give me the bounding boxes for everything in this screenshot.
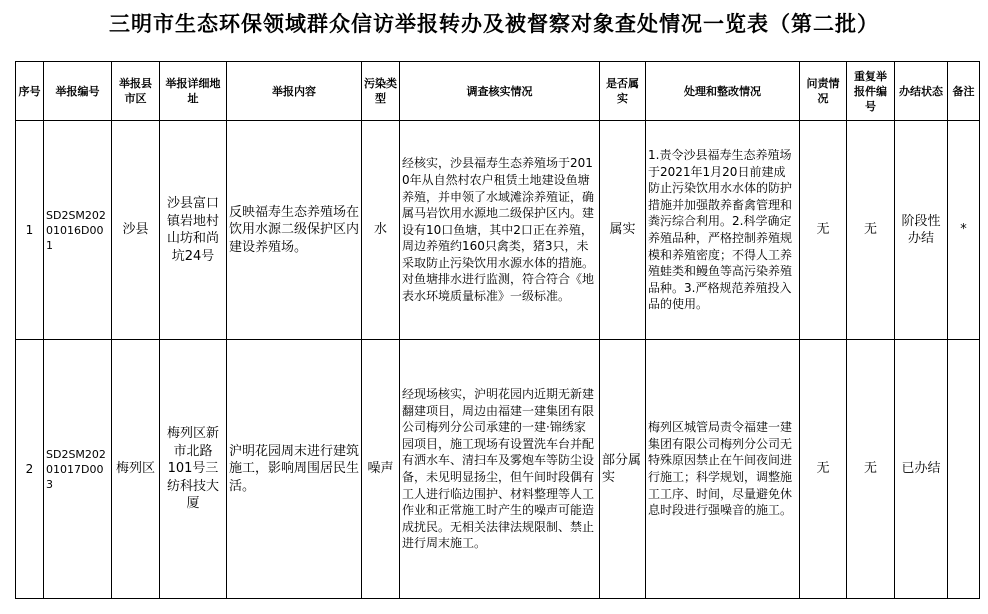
cell-status: 阶段性办结 <box>895 121 948 340</box>
cell-remark: * <box>948 121 980 340</box>
cell-report-no: SD2SM20201017D003 <box>44 340 112 599</box>
page-title: 三明市生态环保领域群众信访举报转办及被督察对象查处情况一览表（第二批） <box>109 11 879 36</box>
cell-accountability: 无 <box>800 121 847 340</box>
header-pollution: 污染类型 <box>362 62 400 121</box>
header-county: 举报县市区 <box>112 62 160 121</box>
header-verified: 是否属实 <box>600 62 646 121</box>
cell-report-no: SD2SM20201016D001 <box>44 121 112 340</box>
cell-investigation: 经现场核实，沪明花园内近期无新建翻建项目，周边由福建一建集团有限公司梅列分公司承建的一建·锦绣家园项目，施工现场有设置洗车台并配有洒水车、清扫车及雾炮车等防尘设备，未见明显扬尘，但午间时段偶有工人进行临边围护、材料整理等人工作业和正常施工时产生的噪声可能造成扰民。无相关法律法规限制、禁止进行周末施工。 <box>400 340 600 599</box>
header-accountability: 问责情况 <box>800 62 847 121</box>
header-remark: 备注 <box>948 62 980 121</box>
cell-handling: 1.责令沙县福寿生态养殖场于2021年1月20日前建成防止污染饮用水水体的防护措施并加强散养畜禽管理和粪污综合利用。2.科学确定养殖品种，严格控制养殖规模和养殖密度；不得人工养殖蛙类和鳗鱼等高污染养殖品种。3.严格规范养殖投入品的使用。 <box>646 121 800 340</box>
header-content: 举报内容 <box>227 62 362 121</box>
cell-content: 反映福寿生态养殖场在饮用水源二级保护区内建设养殖场。 <box>227 121 362 340</box>
cell-duplicate: 无 <box>847 340 895 599</box>
cell-status: 已办结 <box>895 340 948 599</box>
table-header-row <box>16 62 980 121</box>
cell-pollution: 水 <box>362 121 400 340</box>
header-investigation: 调查核实情况 <box>400 62 600 121</box>
header-handling: 处理和整改情况 <box>646 62 800 121</box>
cell-duplicate: 无 <box>847 121 895 340</box>
cell-seq: 1 <box>16 121 44 340</box>
header-seq: 序号 <box>16 62 44 121</box>
cell-county: 梅列区 <box>112 340 160 599</box>
cell-content: 沪明花园周末进行建筑施工，影响周围居民生活。 <box>227 340 362 599</box>
table-row <box>16 340 980 599</box>
table-row <box>16 121 980 340</box>
report-table <box>15 61 980 599</box>
header-status: 办结状态 <box>895 62 948 121</box>
cell-county: 沙县 <box>112 121 160 340</box>
cell-seq: 2 <box>16 340 44 599</box>
header-address: 举报详细地址 <box>160 62 227 121</box>
cell-verified: 属实 <box>600 121 646 340</box>
cell-pollution: 噪声 <box>362 340 400 599</box>
cell-accountability: 无 <box>800 340 847 599</box>
cell-handling: 梅列区城管局责令福建一建集团有限公司梅列分公司无特殊原因禁止在午间夜间进行施工；科学规划，调整施工工序、时间，尽量避免休息时段进行强噪音的施工。 <box>646 340 800 599</box>
header-report-no: 举报编号 <box>44 62 112 121</box>
header-duplicate: 重复举报件编号 <box>847 62 895 121</box>
cell-address: 梅列区新市北路101号三纺科技大厦 <box>160 340 227 599</box>
cell-remark <box>948 340 980 599</box>
cell-address: 沙县富口镇岩地村山坊和尚坑24号 <box>160 121 227 340</box>
cell-investigation: 经核实，沙县福寿生态养殖场于2010年从自然村农户租赁土地建设鱼塘养殖，并申领了水域滩涂养殖证，确属马岩饮用水源地二级保护区内。建设有10口鱼塘，其中2口正在养殖，周边养殖约160只禽类，猪3只，未采取防止污染饮用水源水体的措施。对鱼塘排水进行监测，符合符合《地表水环境质量标准》一级标准。 <box>400 121 600 340</box>
cell-verified: 部分属实 <box>600 340 646 599</box>
